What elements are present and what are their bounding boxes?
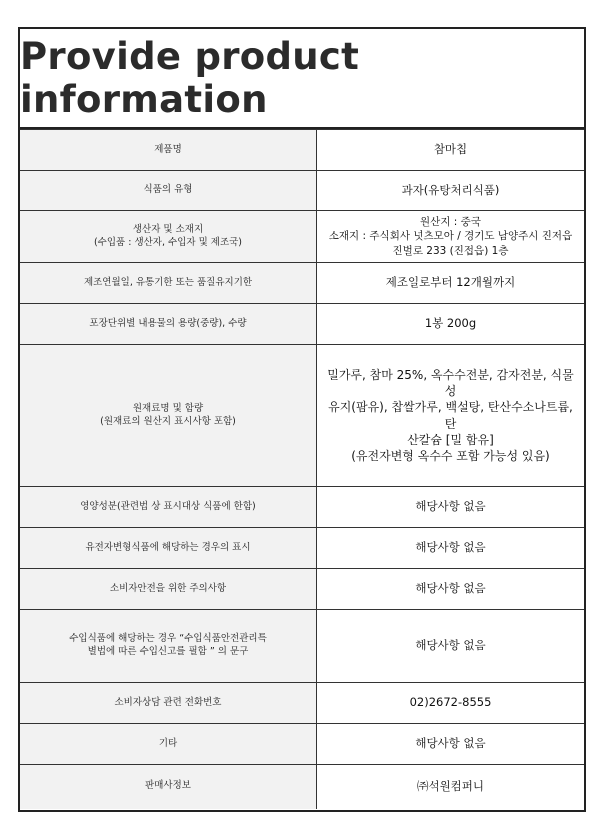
row-value: 해당사항 없음 [317, 610, 585, 683]
row-value: ㈜석원컴퍼니 [317, 765, 585, 809]
row-value: 밀가루, 참마 25%, 옥수수전분, 감자전분, 식물성 유지(팜유), 찹쌀가루, 백설탕, 탄산수소나트륨, 탄 산칼슘 [밀 함유] (유전자변형 옥수수 포함 가능성 있음) [317, 345, 585, 487]
table-row [20, 528, 584, 569]
row-value: 과자(유탕처리식품) [317, 171, 585, 211]
table-row [20, 263, 584, 304]
table-row [20, 345, 584, 487]
product-info-table [20, 129, 584, 809]
row-value: 제조일로부터 12개월까지 [317, 263, 585, 304]
row-value: 원산지 : 중국 소재지 : 주식회사 넛츠모아 / 경기도 남양주시 진저읍 진벌로 233 (진접읍) 1층 [317, 211, 585, 263]
table-row [20, 171, 584, 211]
row-label: 생산자 및 소재지 (수입품 : 생산자, 수입자 및 제조국) [20, 211, 317, 263]
page-title: Provide product information [20, 29, 584, 129]
row-label: 원재료명 및 함량 (원재료의 원산지 표시사항 포함) [20, 345, 317, 487]
row-value: 02)2672-8555 [317, 683, 585, 724]
table-row [20, 304, 584, 345]
row-label: 판매사정보 [20, 765, 317, 809]
table-row [20, 683, 584, 724]
row-value: 해당사항 없음 [317, 487, 585, 528]
row-label: 기타 [20, 724, 317, 765]
row-value: 해당사항 없음 [317, 724, 585, 765]
row-label: 제조연월일, 유통기한 또는 품질유지기한 [20, 263, 317, 304]
row-label: 영양성분(관련법 상 표시대상 식품에 한함) [20, 487, 317, 528]
row-label: 식품의 유형 [20, 171, 317, 211]
row-label: 수입식품에 해당하는 경우 “수입식품안전관리특 별법에 따른 수입신고를 필함 ” 의 문구 [20, 610, 317, 683]
table-row [20, 569, 584, 610]
product-info-sheet [18, 27, 586, 812]
table-row [20, 724, 584, 765]
row-value: 해당사항 없음 [317, 569, 585, 610]
row-label: 소비자안전을 위한 주의사항 [20, 569, 317, 610]
row-label: 유전자변형식품에 해당하는 경우의 표시 [20, 528, 317, 569]
row-label: 제품명 [20, 130, 317, 171]
row-value: 참마칩 [317, 130, 585, 171]
table-row [20, 130, 584, 171]
row-label: 포장단위별 내용물의 용량(중량), 수량 [20, 304, 317, 345]
table-row [20, 487, 584, 528]
row-label: 소비자상담 관련 전화번호 [20, 683, 317, 724]
row-value: 1봉 200g [317, 304, 585, 345]
table-row [20, 211, 584, 263]
table-row [20, 610, 584, 683]
row-value: 해당사항 없음 [317, 528, 585, 569]
table-row [20, 765, 584, 809]
